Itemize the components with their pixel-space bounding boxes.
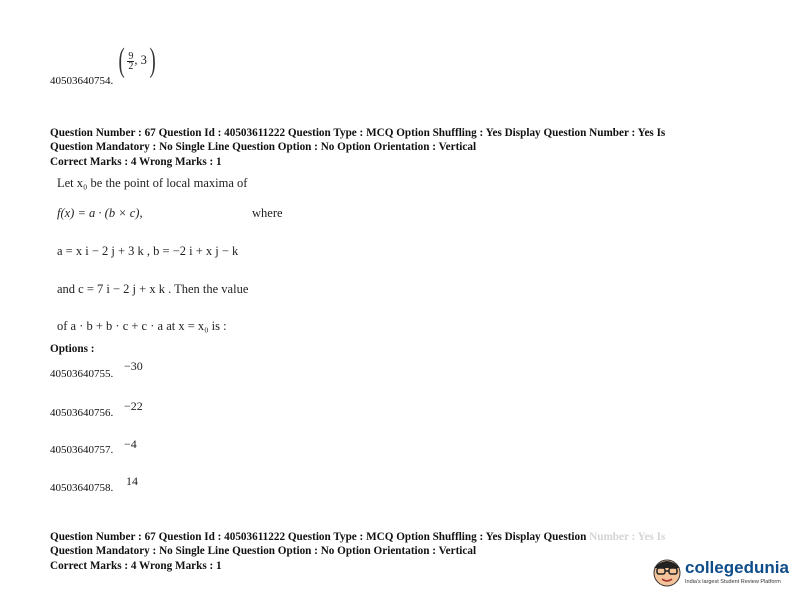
option-id-2[interactable]: 40503640756. [50, 407, 114, 419]
question-final-line: of a · b + b · c + c · a at x = x₀ is : [57, 319, 227, 333]
options-label: Options : [50, 343, 95, 355]
logo-tagline: India's largest Student Review Platform [685, 579, 781, 585]
logo-mascot-icon [650, 554, 684, 588]
logo-name: collegedunia [685, 558, 789, 577]
question-header-line1: Question Number : 67 Question Id : 40503611222 Question Type : MCQ Option Shuffling : Yes Display Question Number : Yes Is [50, 127, 666, 139]
option-value-1: −30 [124, 359, 143, 373]
collegedunia-logo [648, 552, 788, 592]
question-vector-a-b: a = x i − 2 j + 3 k , b = −2 i + x j − k [57, 244, 239, 258]
next-question-header-line1 [50, 530, 665, 544]
question-vector-c: and c = 7 i − 2 j + x k . Then the value [57, 282, 249, 296]
prev-frac-num: 9 [128, 50, 134, 62]
question-where: where [252, 206, 283, 220]
next-header-main: Question Number : 67 Question Id : 40503611222 Question Type : MCQ Option Shuffling : Yes Display Question [50, 531, 587, 543]
prev-option-value: ( $\frac{9}{2}$ , 3) [118, 42, 156, 79]
next-question-marks: Correct Marks : 4 Wrong Marks : 1 [50, 560, 222, 572]
option-id-4[interactable]: 40503640758. [50, 482, 114, 494]
prev-option-rest: , 3 [134, 52, 147, 67]
question-marks: Correct Marks : 4 Wrong Marks : 1 [50, 156, 222, 168]
option-value-3: −4 [124, 437, 137, 451]
option-value-4: 14 [126, 474, 138, 488]
next-question-header-line2: Question Mandatory : No Single Line Question Option : No Option Orientation : Vertical [50, 545, 477, 557]
option-value-2: −22 [124, 399, 143, 413]
prev-frac-den: 2 [128, 60, 134, 72]
prev-option-id: 40503640754. [50, 75, 114, 87]
question-f-definition: f(x) = a · (b × c), [57, 206, 143, 220]
option-id-3[interactable]: 40503640757. [50, 444, 114, 456]
option-id-1[interactable]: 40503640755. [50, 368, 114, 380]
question-header-line2: Question Mandatory : No Single Line Question Option : No Option Orientation : Vertical [50, 141, 477, 153]
question-text-line1: Let x₀ be the point of local maxima of [57, 176, 248, 190]
next-header-faded: Number : Yes Is [589, 531, 666, 543]
